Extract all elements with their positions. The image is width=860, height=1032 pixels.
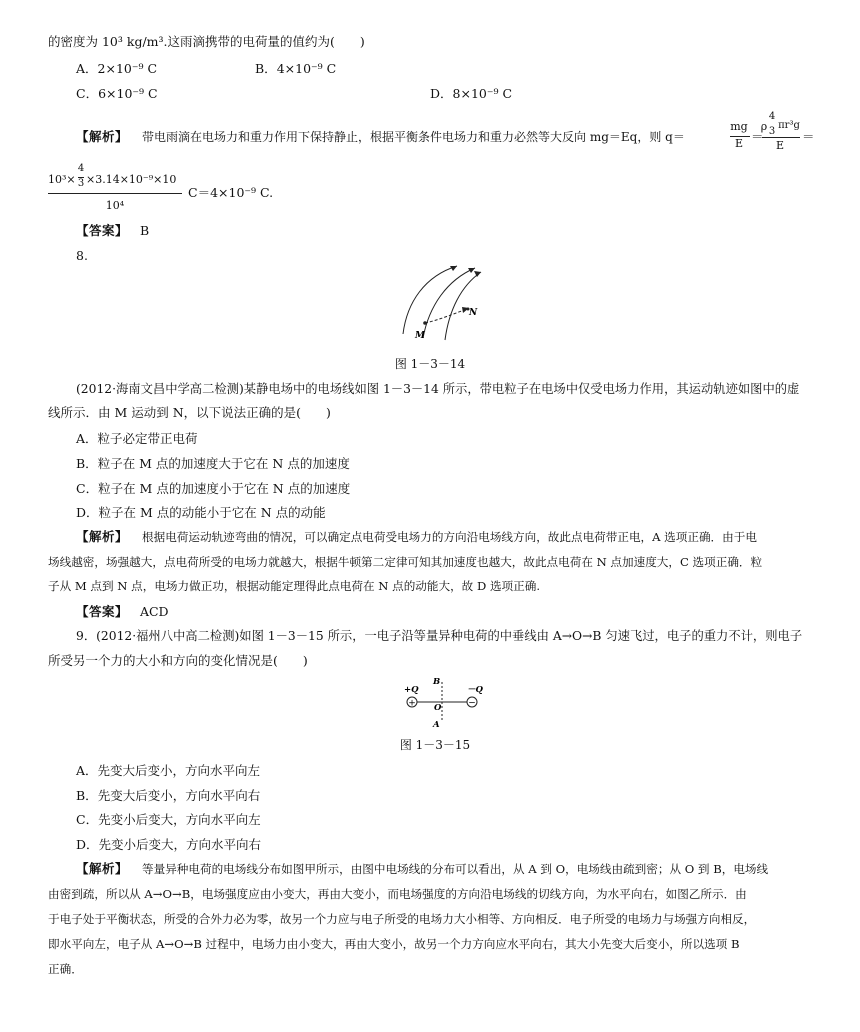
q8-stem-line2: 线所示．由 M 运动到 N，以下说法正确的是( )	[48, 405, 331, 420]
answer-tag: 【答案】	[76, 223, 129, 238]
calc-bar	[48, 193, 182, 194]
field-line-1	[403, 266, 457, 334]
q7-analysis-line1: 带电雨滴在电场力和重力作用下保持静止，根据平衡条件电场力和重力必然等大反向 mg＝Eq，则 q＝	[142, 130, 685, 144]
label-plus-q: +Q	[404, 685, 419, 695]
q7-stem-tail: 的密度为 10³ kg/m³.这雨滴携带的电荷量的值约为( )	[48, 34, 365, 49]
label-minus-q: －Q	[467, 685, 483, 695]
option-text: 先变大后变小，方向水平向左	[97, 763, 261, 778]
calc-denominator: 10⁴	[105, 199, 125, 212]
q7-answer	[76, 222, 149, 240]
option-label: D．	[76, 505, 99, 520]
option-text: 粒子在 M 点的动能小于它在 N 点的动能	[98, 505, 326, 520]
frac2-three: 3	[768, 126, 776, 137]
label-a: A	[433, 720, 440, 730]
q8-analysis-line3: 子从 M 点到 N 点，电场力做正功，根据动能定理得此点电荷在 N 点的动能大，故 D 选项正确.	[48, 579, 541, 593]
q8-analysis-tag	[76, 528, 128, 546]
minus-symbol: −	[468, 698, 476, 709]
label-o: O	[434, 703, 442, 713]
frac2-rest: πr³g	[778, 120, 800, 131]
option-label: B．	[255, 61, 277, 76]
q8-option-d[interactable]	[76, 504, 326, 522]
frac2-denominator: E	[775, 139, 785, 152]
q9-option-b[interactable]	[76, 787, 260, 805]
option-label: A．	[76, 431, 98, 446]
q9-stem-line2: 所受另一个力的大小和方向的变化情况是( )	[48, 653, 308, 668]
q9-analysis-line4: 即水平向左，电子从 A→O→B 过程中，电场力由小变大，再由大变小，故另一个力方向应水平向右，其大小先变大后变小，所以选项 B	[48, 937, 740, 951]
answer-value: ACD	[139, 604, 169, 619]
q9-figure-caption: 图 1－3－15	[399, 738, 471, 752]
q8-answer	[76, 603, 169, 621]
option-text: 粒子在 M 点的加速度小于它在 N 点的加速度	[98, 481, 351, 496]
q7-option-a[interactable]	[76, 60, 157, 78]
q8-option-b[interactable]	[76, 455, 350, 473]
option-text: 6×10⁻⁹ C	[98, 86, 158, 101]
q9-analysis-line5: 正确．	[48, 962, 83, 976]
option-text: 先变大后变小，方向水平向右	[97, 788, 261, 803]
option-text: 4×10⁻⁹ C	[276, 61, 337, 76]
q8-option-c[interactable]	[76, 480, 350, 498]
q9-analysis-line3: 于电子处于平衡状态，所受的合外力必为零，故另一个力应与电子所受的电场力大小相等、方向相反．电子所受的电场力与场强方向相反，	[48, 912, 756, 926]
frac2-four: 4	[768, 111, 776, 122]
q9-dipole-figure	[400, 674, 490, 732]
option-label: A．	[76, 763, 98, 778]
q9-analysis-line1: 等量异种电荷的电场线分布如图甲所示，由图中电场线的分布可以看出，从 A 到 O，电场线由疏到密；从 O 到 B，电场线	[142, 862, 769, 876]
q9-option-d[interactable]	[76, 836, 261, 854]
q9-analysis-tag	[76, 860, 128, 878]
option-label: B．	[76, 456, 98, 471]
frac1-numerator: mg	[730, 120, 748, 133]
q9-stem-line1: 9．(2012·福州八中高二检测)如图 1－3－15 所示，一电子沿等量异种电荷的中垂线由 A→O→B 匀速飞过，电子的重力不计，则电子	[76, 629, 803, 643]
q8-field-line-figure	[395, 262, 495, 344]
label-m: M	[415, 331, 425, 341]
frac1-denominator: E	[734, 137, 744, 150]
option-text: 粒子在 M 点的加速度大于它在 N 点的加速度	[97, 456, 350, 471]
frac2-rho: ρ	[760, 120, 768, 133]
q7-option-d[interactable]	[430, 85, 512, 103]
calc-num-b: ×3.14×10⁻⁹×10	[86, 173, 177, 186]
option-text: 先变小后变大，方向水平向右	[98, 837, 262, 852]
option-text: 8×10⁻⁹ C	[452, 86, 513, 101]
frac2-bar	[762, 137, 800, 138]
analysis-tag: 【解析】	[76, 529, 129, 544]
analysis-tag: 【解析】	[76, 861, 129, 876]
label-b: B	[433, 677, 441, 687]
point-m-dot	[423, 321, 427, 325]
option-label: C．	[76, 481, 99, 496]
q8-figure-caption: 图 1－3－14	[394, 357, 466, 371]
q9-option-a[interactable]	[76, 762, 260, 780]
calc-result: C＝4×10⁻⁹ C.	[188, 185, 274, 200]
answer-tag: 【答案】	[76, 604, 129, 619]
q9-analysis-line2: 由密到疏，所以从 A→O→B，电场强度应由小变大，再由大变小，而电场强度的方向沿电场线的切线方向，为水平向右，如图乙所示．由	[48, 887, 747, 901]
field-line-3	[445, 272, 481, 340]
eq-end: ＝	[802, 129, 815, 144]
option-text: 粒子必定带正电荷	[97, 431, 198, 446]
calc-num-a: 10³×	[48, 173, 76, 186]
calc-num-four: 4	[77, 163, 85, 174]
answer-value: B	[139, 223, 150, 238]
option-label: A．	[76, 61, 98, 76]
q8-option-a[interactable]	[76, 430, 198, 448]
option-text: 2×10⁻⁹ C	[97, 61, 158, 76]
calc-num-three: 3	[77, 178, 85, 189]
q8-analysis-line1: 根据电荷运动轨迹弯曲的情况，可以确定点电荷受电场力的方向沿电场线方向，故此点电荷带正电，A 选项正确．由于电	[142, 530, 757, 544]
q7-option-b[interactable]	[255, 60, 336, 78]
plus-symbol: +	[408, 698, 416, 709]
q8-stem-line1: (2012·海南文昌中学高二检测)某静电场中的电场线如图 1－3－14 所示，带电粒子在电场中仅受电场力作用，其运动轨迹如图中的虚	[76, 382, 800, 396]
option-label: C．	[76, 812, 99, 827]
q8-analysis-line2: 场线越密，场强越大，点电荷所受的电场力就越大，根据牛顿第二定律可知其加速度也越大，故此点电荷在 N 点加速度大，C 选项正确．粒	[48, 555, 763, 569]
option-label: D．	[430, 86, 453, 101]
option-label: C．	[76, 86, 99, 101]
analysis-tag: 【解析】	[76, 129, 129, 144]
eq-sign: ＝	[751, 129, 764, 144]
option-label: B．	[76, 788, 98, 803]
label-n: N	[469, 308, 478, 318]
q7-option-c[interactable]	[76, 85, 158, 103]
q7-analysis-tag	[76, 128, 128, 146]
option-label: D．	[76, 837, 99, 852]
q8-number: 8.	[76, 248, 88, 263]
q9-option-c[interactable]	[76, 811, 261, 829]
field-line-2	[423, 268, 475, 338]
option-text: 先变小后变大，方向水平向左	[98, 812, 261, 827]
